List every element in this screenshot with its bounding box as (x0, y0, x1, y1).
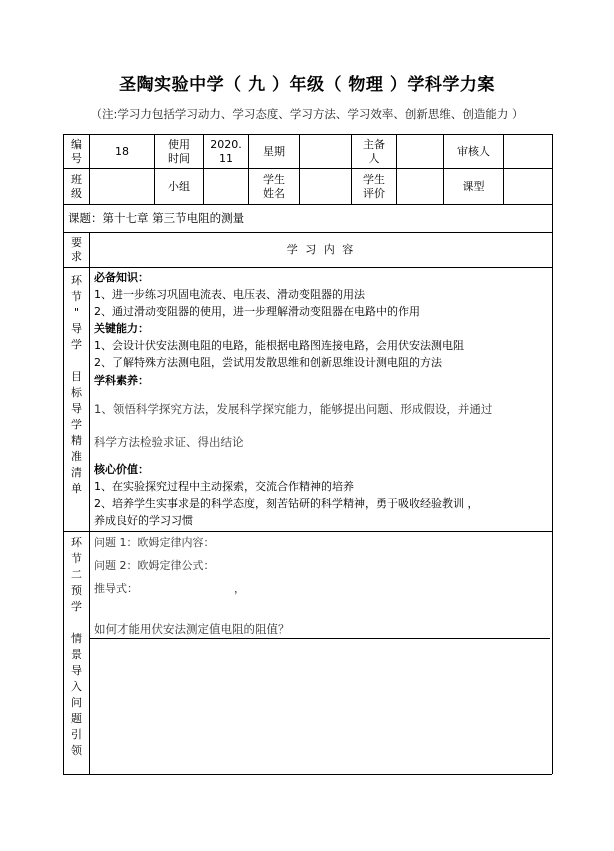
essential-knowledge-heading: 必备知识： (94, 271, 149, 284)
number-value: 18 (115, 144, 129, 158)
core-value-2: 2、培养学生实事求是的科学态度，刻苦钻研的科学精神，勇于吸收经验教训 ， (94, 497, 479, 510)
side-label-char: 环 (71, 274, 82, 287)
side-label-char: 环 (71, 536, 82, 549)
essential-knowledge-2: 2、通过滑动变阻器的使用，进一步理解滑动变阻器在电路中的作用 (94, 305, 420, 318)
side-label-char: 节 (71, 552, 82, 565)
class-label: 班 级 (71, 172, 82, 200)
side-label-char: 入 (71, 680, 82, 693)
lesson-topic: 课题：第十七章 第三节电阻的测量 (68, 211, 245, 225)
core-value-1: 1、在实验探究过程中主动探索，交流合作精神的培养 (94, 480, 354, 493)
key-ability-2: 2、了解特殊方法测电阻，尝试用发散思维和创新思维设计测电阻的方法 (94, 356, 442, 369)
side-label-char: 景 (71, 648, 82, 661)
derived-formula: 推导式： (94, 582, 138, 595)
side-label-char: 导 (71, 664, 82, 677)
side-label-char (64, 353, 89, 369)
side-label-char: 节 (71, 290, 82, 303)
group-label: 小组 (168, 179, 190, 193)
side-label-char: 单 (71, 482, 82, 495)
subject-literacy-1: 1、领悟科学探究方法，发展科学探究能力，能够提出问题、形成假设，并通过 (94, 402, 493, 416)
question-voltammetry: 如何才能用伏安法测定值电阻的阻值？ (94, 622, 290, 636)
side-label-char: 引 (71, 728, 82, 741)
side-label-char: 预 (71, 584, 82, 597)
question-2: 问题 2：欧姆定律公式： (94, 559, 215, 572)
subject-literacy-2: 科学方法检验求证、得出结论 (94, 435, 244, 449)
core-value-3: 养成良好的学习习惯 (94, 514, 193, 527)
derived-formula-comma: ， (234, 582, 245, 595)
side-label-char: 题 (71, 712, 82, 725)
study-content-header: 学 习 内 容 (286, 243, 356, 256)
key-ability-heading: 关键能力： (94, 322, 149, 335)
section1-side-label (64, 273, 89, 497)
question-1: 问题 1：欧姆定律内容： (94, 536, 215, 549)
side-label-char: 精 (71, 434, 82, 447)
preparer-label: 主备 人 (363, 137, 385, 165)
lesson-type-label: 课型 (462, 179, 485, 193)
side-label-char: " (73, 306, 80, 319)
answer-line (90, 638, 550, 639)
weekday-label: 星期 (263, 144, 285, 158)
essential-knowledge-1: 1、进一步练习巩固电流表、电压表、滑动变阻器的用法 (94, 288, 365, 301)
section2-side-label (64, 535, 89, 759)
side-label-char: 学 (71, 338, 82, 351)
page-title: 圣陶实验中学（ 九 ）年级（ 物理 ）学科学力案 (119, 75, 495, 95)
side-label-char: 情 (71, 632, 82, 645)
reviewer-label: 审核人 (457, 144, 490, 158)
side-label-char: 导 (71, 402, 82, 415)
side-label-char (64, 615, 89, 631)
student-name-label: 学生 姓名 (263, 172, 285, 200)
learning-power-note: （注:学习力包括学习动力、学习态度、学习方法、学习效率、创新思维、创造能力 ） (90, 107, 524, 121)
requirement-label: 要 求 (71, 236, 82, 263)
number-label: 编 号 (71, 137, 82, 165)
key-ability-1: 1、会设计伏安法测电阻的电路，能根据电路图连接电路，会用伏安法测电阻 (94, 339, 464, 352)
side-label-char: 清 (71, 466, 82, 479)
side-label-char: 问 (71, 696, 82, 709)
side-label-char: 学 (71, 418, 82, 431)
side-label-char: 学 (71, 600, 82, 613)
core-value-heading: 核心价值： (94, 463, 149, 476)
side-label-char: 领 (71, 744, 82, 757)
side-label-char: 二 (71, 568, 82, 581)
use-time-value: 2020. 11 (210, 137, 242, 165)
use-time-label: 使用 时间 (168, 137, 190, 165)
side-label-char: 标 (71, 386, 82, 399)
side-label-char: 导 (71, 322, 82, 335)
subject-literacy-heading: 学科素养： (94, 374, 149, 387)
student-eval-label: 学生 评价 (363, 172, 385, 200)
side-label-char: 目 (71, 370, 82, 383)
side-label-char: 准 (71, 450, 82, 463)
